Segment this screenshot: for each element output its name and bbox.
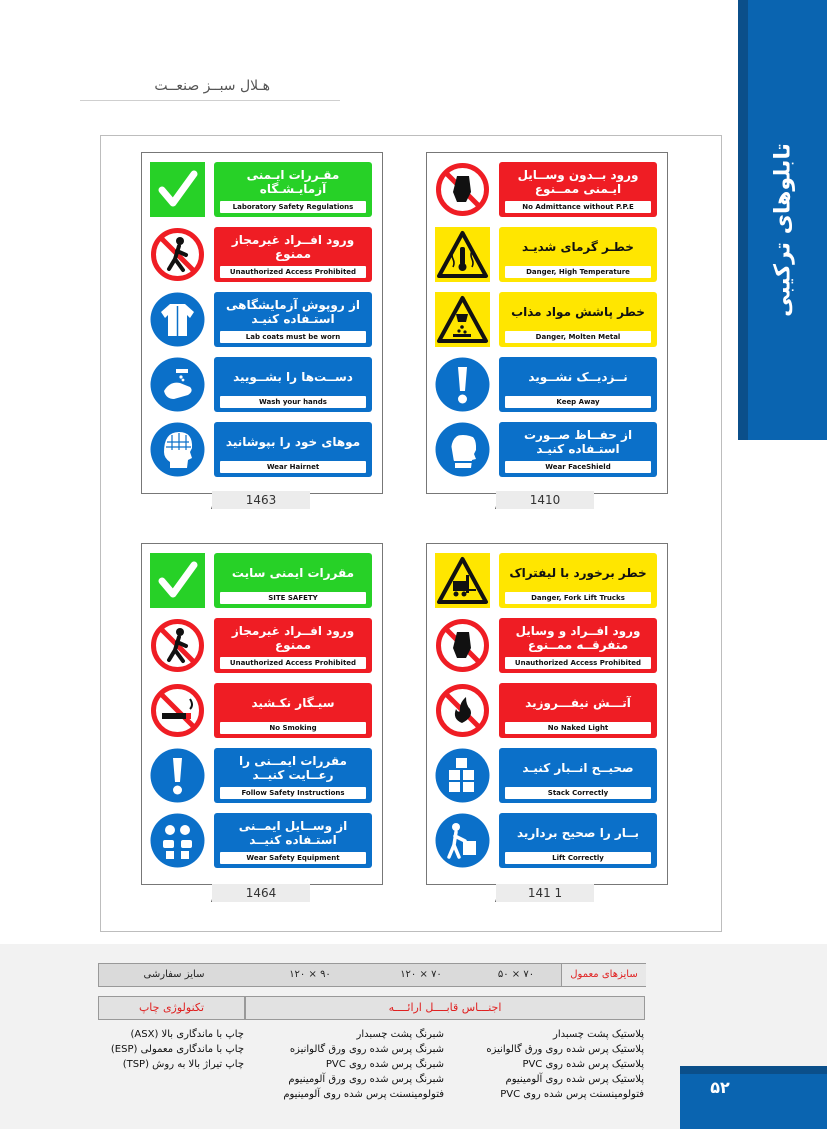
sign-board-1410 (426, 152, 668, 494)
sign-text-fa: آتـــش نیفـــروزید (525, 696, 631, 710)
sign-tile (214, 683, 372, 738)
stack-boxes-icon (435, 748, 490, 803)
print-tech-column (74, 1027, 244, 1072)
sign-text-en: Wash your hands (220, 396, 366, 408)
sign-row (150, 292, 372, 347)
material-item: شبرنگ پرس شده روی PVC (325, 1059, 444, 1070)
molten-metal-warning-icon (435, 292, 490, 347)
material-item: شبرنگ پرس شده روی ورق آلومینیوم (288, 1074, 444, 1085)
sign-tile (499, 292, 657, 347)
sign-text-en: No Admittance without P.P.E (505, 201, 651, 213)
material-item: پلاستیک پرس شده روی ورق گالوانیزه (486, 1044, 644, 1055)
sign-text-en: Stack Correctly (505, 787, 651, 799)
sign-text-fa: خطر برخورد با لیفتراک (509, 566, 647, 580)
sign-text-en: Wear FaceShield (505, 461, 651, 473)
sign-row (150, 162, 372, 217)
sign-tile (499, 553, 657, 608)
sign-tile (499, 683, 657, 738)
sign-text-fa: ورود افــراد غیرمجاز ممنوع (231, 624, 355, 652)
sign-tile (499, 813, 657, 868)
exclamation-icon (150, 748, 205, 803)
brand-name: هـلال سبــز صنعــت (154, 78, 270, 94)
face-shield-icon (435, 422, 490, 477)
sign-text-en: Laboratory Safety Regulations (220, 201, 366, 213)
sign-tile (499, 618, 657, 673)
sign-text-en: Unauthorized Access Prohibited (220, 657, 366, 669)
sign-row (150, 553, 372, 608)
sign-text-en: Keep Away (505, 396, 651, 408)
no-open-flame-icon (435, 683, 490, 738)
page-number: ۵۲ (710, 1078, 730, 1097)
forklift-warning-icon (435, 553, 490, 608)
sign-tile (499, 422, 657, 477)
sizes-row (98, 963, 646, 987)
sign-text-fa: از حفــاظ صــورت استـفاده کنیـد (523, 428, 633, 456)
wash-hands-icon (150, 357, 205, 412)
sign-text-en: SITE SAFETY (220, 592, 366, 604)
sign-text-fa: سیـگار نکـشید (251, 696, 335, 710)
side-tab-title: تابلوهای ترکیبی (770, 143, 795, 317)
sign-text-en: Wear Safety Equipment (220, 852, 366, 864)
sign-text-en: Unauthorized Access Prohibited (220, 266, 366, 278)
print-tech-item: چاپ با ماندگاری معمولی (ESP) (110, 1044, 244, 1055)
sign-text-fa: مقررات ایمنی سایت (231, 566, 355, 580)
sign-text-en: Lab coats must be worn (220, 331, 366, 343)
sign-row (150, 748, 372, 803)
size-option: ۷۰ × ۵۰ (497, 969, 535, 980)
check-icon (150, 162, 205, 217)
sign-row (435, 227, 657, 282)
safety-equipment-icon (150, 813, 205, 868)
lift-correctly-icon (435, 813, 490, 868)
sign-row (150, 422, 372, 477)
materials-title: اجنـــاس قابــــل ارائــــه (245, 996, 645, 1020)
header-divider (80, 100, 340, 101)
sign-row (150, 227, 372, 282)
sign-text-en: No Naked Light (505, 722, 651, 734)
sign-row (150, 618, 372, 673)
sign-row (435, 357, 657, 412)
sign-row (150, 813, 372, 868)
sign-row (150, 357, 372, 412)
sign-row (435, 618, 657, 673)
no-smoking-icon (150, 683, 205, 738)
sign-tile (214, 748, 372, 803)
sign-text-fa: از روپوش آزمایشگاهی استـفاده کنیـد (226, 298, 360, 326)
sign-board-1463 (141, 152, 383, 494)
no-entry-without-ppe-icon (435, 162, 490, 217)
high-temperature-warning-icon (435, 227, 490, 282)
lab-coat-icon (150, 292, 205, 347)
no-pedestrian-icon (150, 227, 205, 282)
materials-column-1 (454, 1027, 644, 1102)
sign-text-fa: موهای خود را بپوشانید (225, 435, 361, 449)
sign-row (435, 162, 657, 217)
sign-text-fa: ورود افــراد و وسایل متفرقــه ممــنوع (515, 624, 641, 652)
size-option: ۹۰ × ۱۲۰ (289, 969, 331, 980)
sign-row (435, 683, 657, 738)
sign-text-fa: دســت‌ها را بشــویید (233, 370, 353, 384)
sign-text-fa: ورود افــراد غیرمجاز ممنوع (231, 233, 355, 261)
no-pedestrian-icon (150, 618, 205, 673)
size-option: ۷۰ × ۱۲۰ (400, 969, 442, 980)
check-icon (150, 553, 205, 608)
material-item: پلاستیک پرس شده روی PVC (522, 1059, 644, 1070)
material-item: شبرنگ پرس شده روی ورق گالوانیزه (289, 1044, 444, 1055)
product-code: 1410 (496, 491, 594, 509)
sign-text-fa: مقـررات ایـمنی آزمایـشـگاه (246, 168, 340, 196)
sign-tile (214, 422, 372, 477)
sign-text-en: Unauthorized Access Prohibited (505, 657, 651, 669)
material-item: پلاستیک پرس شده روی آلومینیوم (505, 1074, 644, 1085)
hairnet-icon (150, 422, 205, 477)
sign-text-en: Wear Hairnet (220, 461, 366, 473)
sign-tile (499, 162, 657, 217)
sign-text-en: No Smoking (220, 722, 366, 734)
sign-tile (214, 618, 372, 673)
sign-text-en: Lift Correctly (505, 852, 651, 864)
sign-text-fa: از وســایل ایمــنی استـفاده کنیــد (238, 819, 348, 847)
sign-text-en: Danger, Molten Metal (505, 331, 651, 343)
sign-text-fa: نــزدیــک نشــوید (528, 370, 628, 384)
sign-tile (214, 813, 372, 868)
sign-tile (214, 162, 372, 217)
custom-size-label: سایز سفارشی (143, 969, 205, 980)
print-tech-item: چاپ با ماندگاری بالا (ASX) (130, 1029, 244, 1040)
product-code: 1464 (212, 884, 310, 902)
product-code: 1463 (212, 491, 310, 509)
print-tech-item: چاپ تیراژ بالا به روش (TSP) (122, 1059, 244, 1070)
sign-text-fa: خطـر گرمای شدیـد (522, 240, 634, 254)
no-entry-without-ppe-icon (435, 618, 490, 673)
material-item: فتولومینسنت پرس شده روی آلومینیوم (283, 1089, 444, 1100)
sign-tile (214, 292, 372, 347)
sign-row (435, 748, 657, 803)
sign-tile (214, 553, 372, 608)
sign-row (435, 553, 657, 608)
materials-column-2 (250, 1027, 444, 1102)
common-sizes-label: سایزهای معمول (561, 964, 646, 986)
sign-row (435, 813, 657, 868)
sign-text-fa: بــار را صحیح بردارید (516, 826, 640, 840)
sign-text-fa: خطر پاشش مواد مذاب (511, 305, 645, 319)
sign-text-fa: مقررات ایمــنی را رعــایت کنیــد (239, 754, 347, 782)
side-tab-title-wrap (745, 80, 820, 380)
sign-text-fa: ورود بــدون وســایل ایـمنی ممــنوع (517, 168, 639, 196)
sign-text-en: Danger, Fork Lift Trucks (505, 592, 651, 604)
exclamation-icon (435, 357, 490, 412)
sign-board-1411 (426, 543, 668, 885)
sign-tile (214, 357, 372, 412)
sign-text-en: Danger, High Temperature (505, 266, 651, 278)
product-code: 141 1 (496, 884, 594, 902)
sign-tile (499, 357, 657, 412)
material-item: فتولومینسنت پرس شده روی PVC (500, 1089, 644, 1100)
print-tech-title: تکنولوژی چاپ (98, 996, 245, 1020)
material-item: شبرنگ پشت چسبدار (356, 1029, 444, 1040)
sign-row (150, 683, 372, 738)
sign-tile (499, 748, 657, 803)
material-item: پلاستیک پشت چسبدار (553, 1029, 644, 1040)
sign-text-en: Follow Safety Instructions (220, 787, 366, 799)
sign-board-1464 (141, 543, 383, 885)
sign-tile (214, 227, 372, 282)
sign-row (435, 292, 657, 347)
materials-header-row (98, 996, 644, 1018)
sign-row (435, 422, 657, 477)
sign-text-fa: صحیــح انــبار کنیـد (522, 761, 634, 775)
sign-tile (499, 227, 657, 282)
